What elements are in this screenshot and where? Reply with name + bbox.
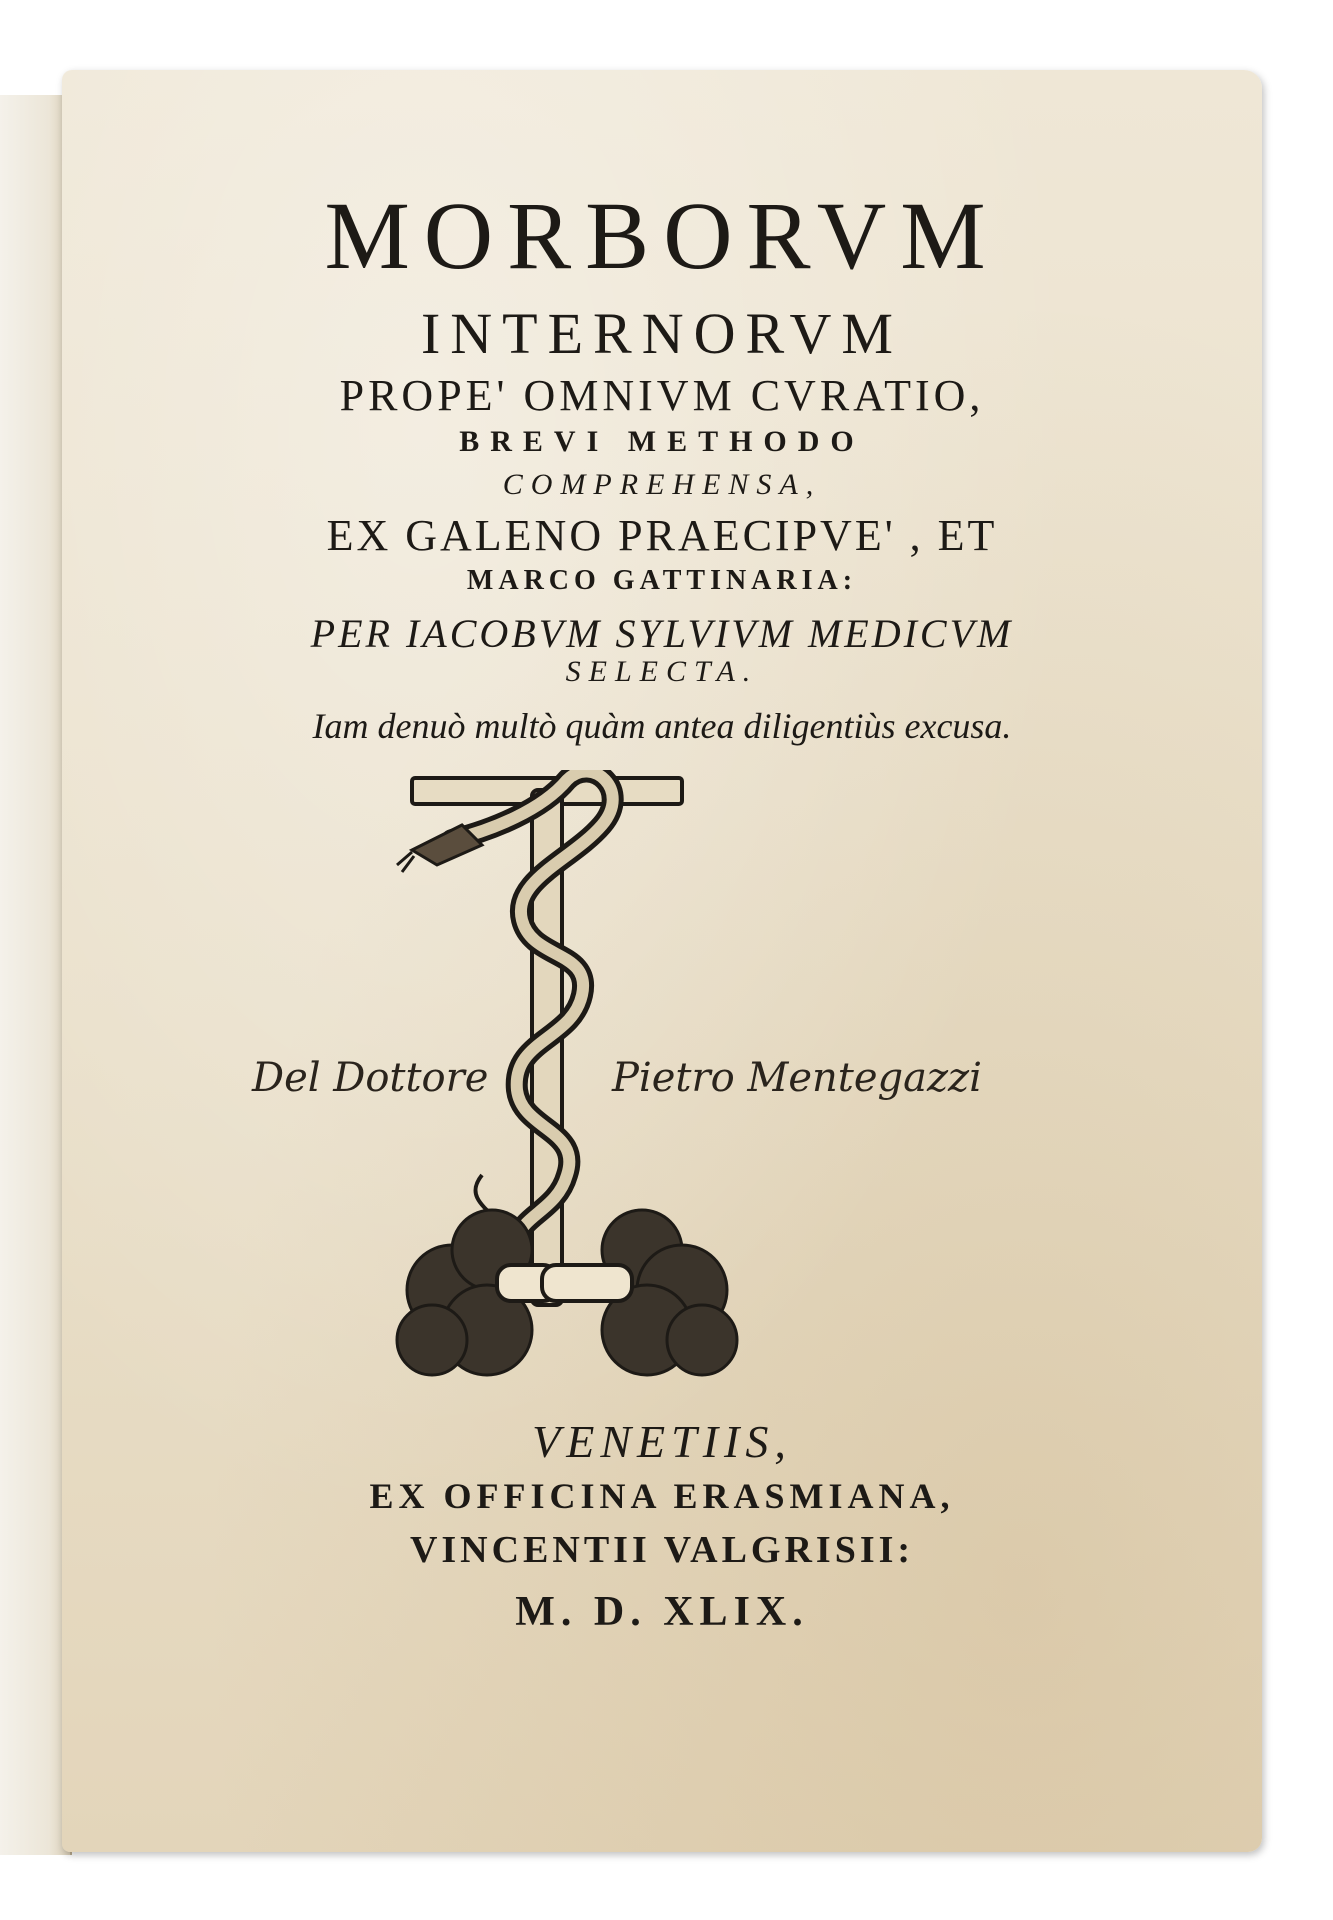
imprint-office: EX OFFICINA ERASMIANA, [369,1476,955,1516]
imprint-place: VENETIIS, [532,1416,792,1467]
author-line: PER IACOBVM SYLVIVM MEDICVM [310,611,1014,656]
title-line-4: BREVI METHODO [459,425,865,458]
inscription-left: Del Dottore [252,1055,489,1101]
edition-note: Iam denuò multò quàm antea diligentiùs excusa. [312,706,1012,746]
printers-device-serpent-tau-icon [392,770,852,1490]
title-line-5: COMPREHENSA, [502,468,822,501]
title-line-6: EX GALENO PRAECIPVE' , ET [326,511,998,560]
imprint-printer: VINCENTII VALGRISII: [409,1529,915,1571]
title-line-3: PROPE' OMNIVM CVRATIO, [339,371,985,420]
title-line-1: MORBORVM [324,182,1000,289]
title-page [62,70,1262,1852]
title-line-7: MARCO GATTINARIA: [466,565,858,596]
title-line-2: INTERNORVM [420,301,903,366]
imprint-year: M. D. XLIX. [515,1589,809,1635]
inscription-right: Pietro Mentegazzi [612,1055,982,1101]
title-line-9: SELECTA. [565,655,759,688]
